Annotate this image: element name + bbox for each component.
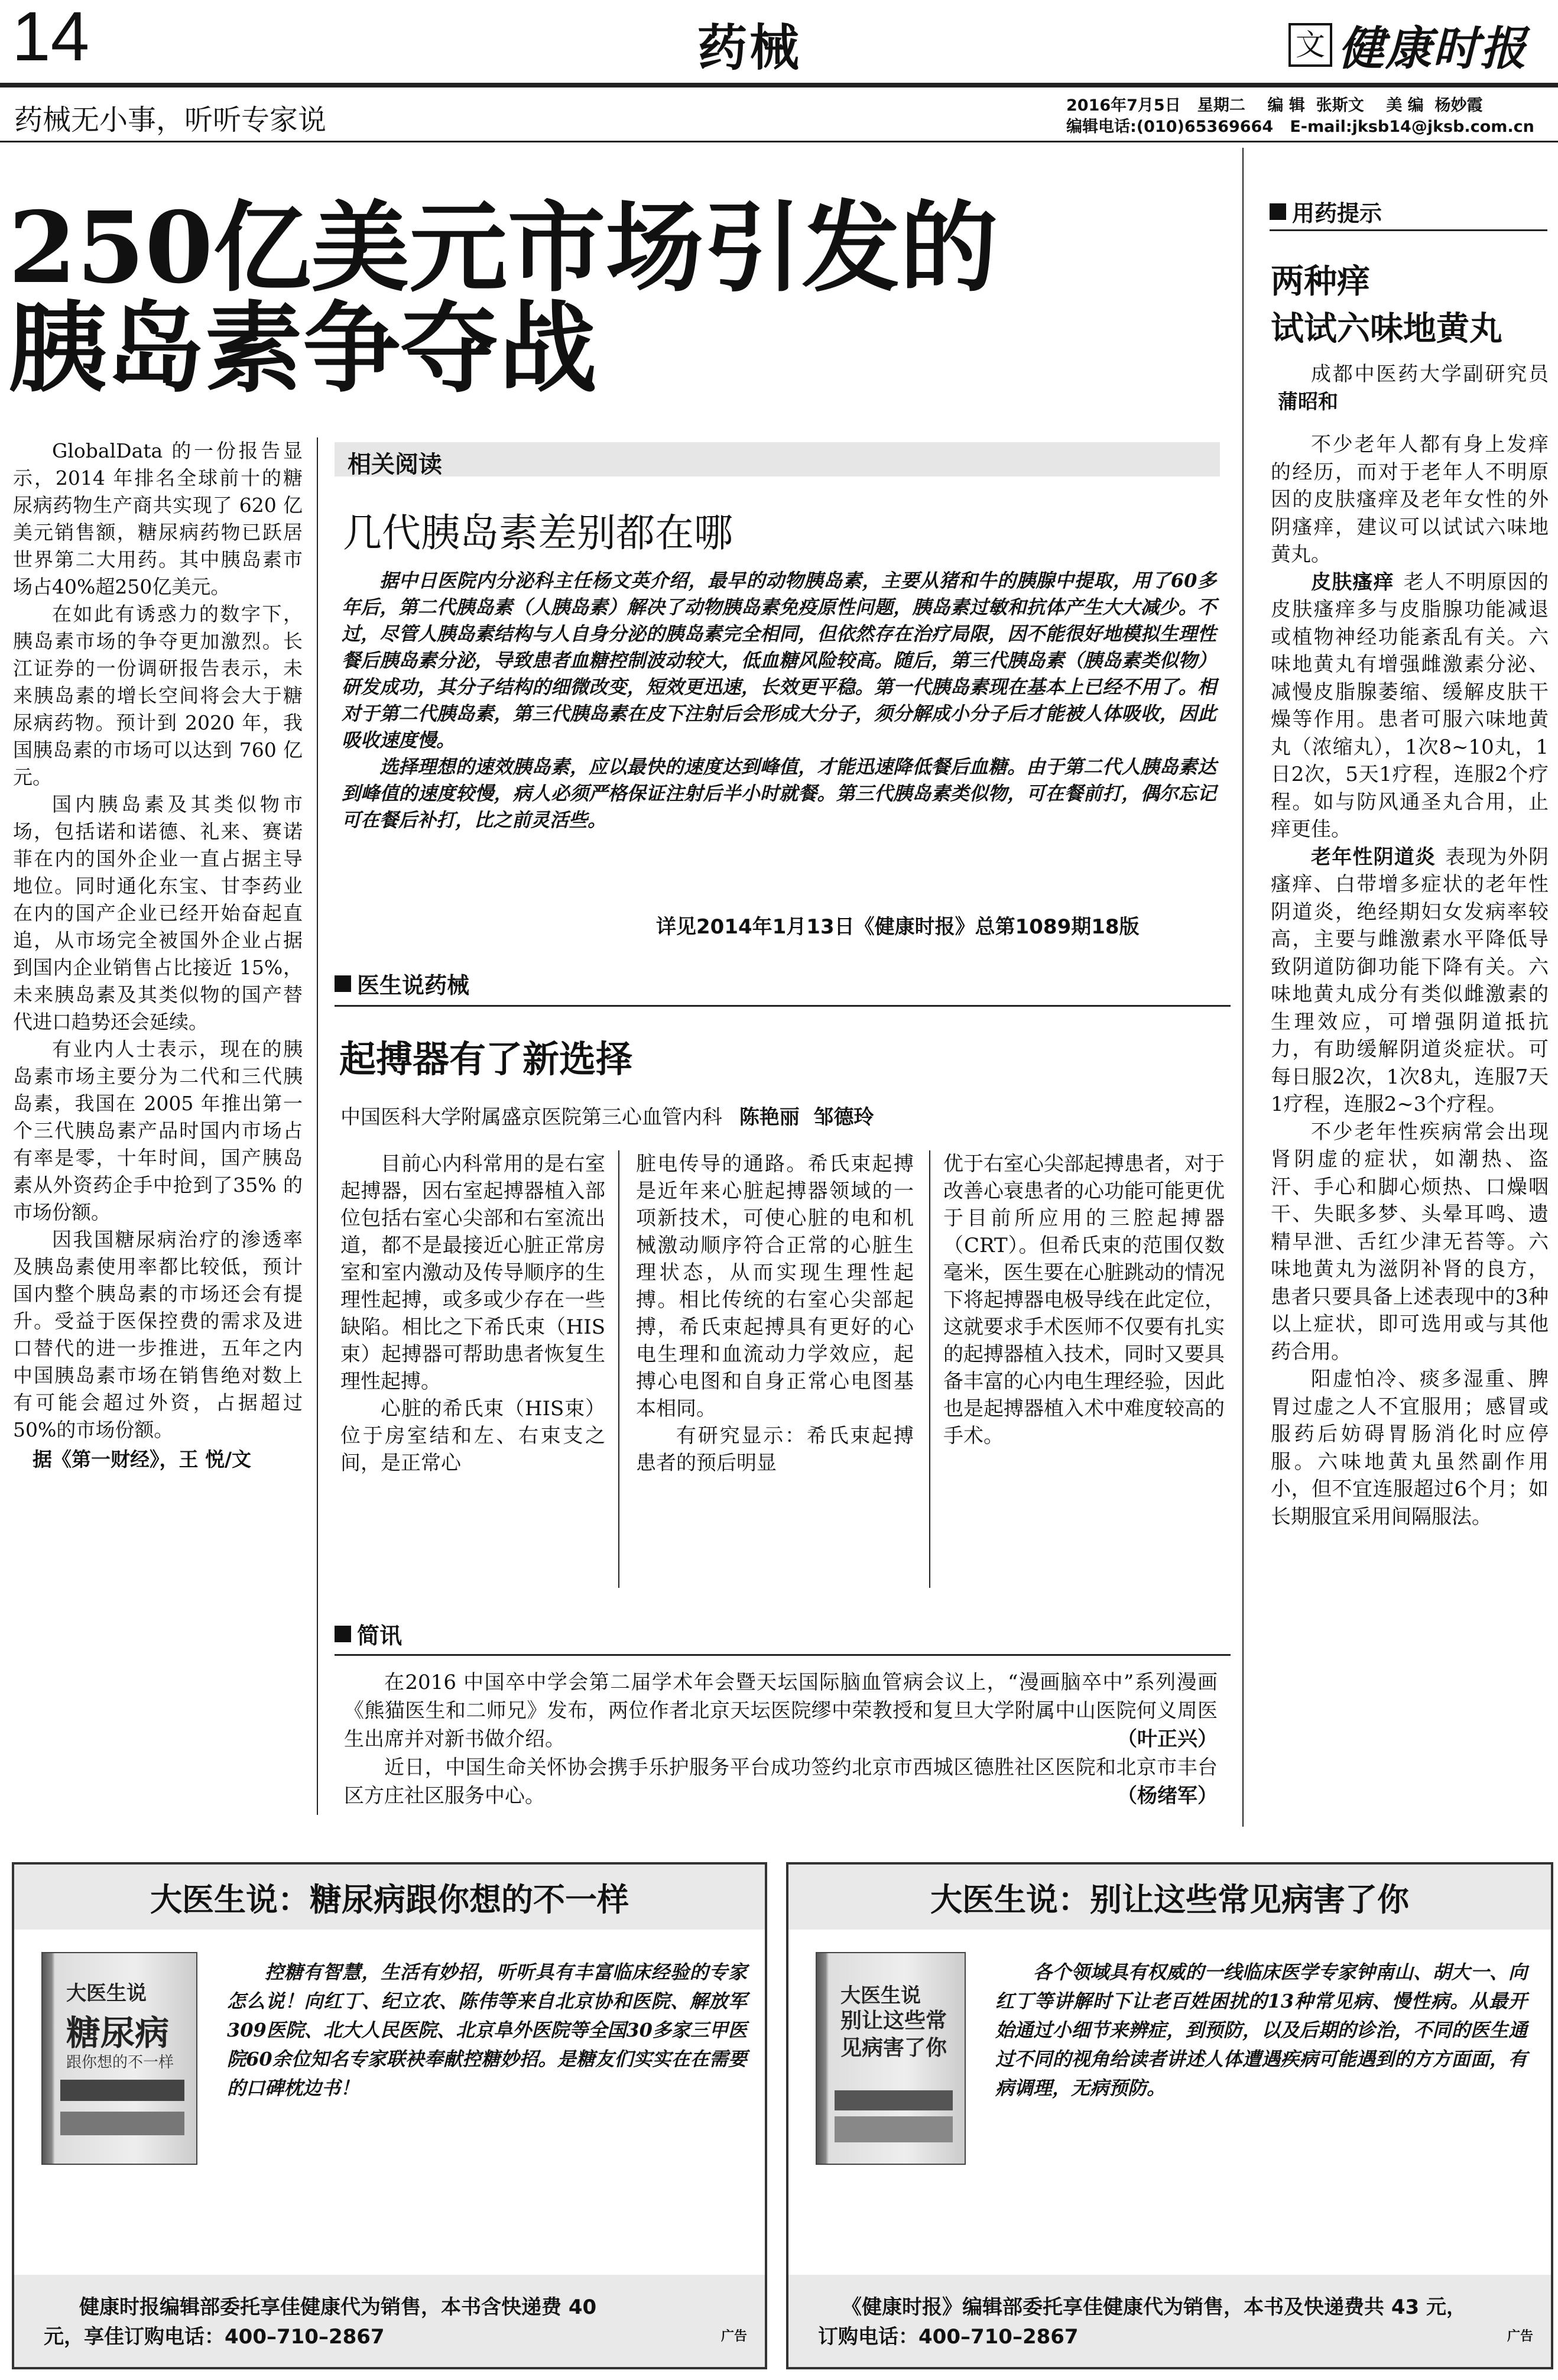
news-item-text: 近日，中国生命关怀协会携手乐护服务平台成功签约北京市西城区德胜社区医院和北京市丰台区方庄社区服务中心。 [344, 1756, 1218, 1808]
book-cover-title: 别让这些常见病害了你 [840, 2009, 947, 2060]
section-rule [1270, 229, 1547, 231]
main-headline-line-1: 250亿美元市场引发的 [8, 190, 998, 306]
news-item [344, 1753, 1218, 1810]
book-cover-small: 大医生说 [66, 1982, 147, 2005]
related-label: 相关阅读 [348, 451, 442, 478]
sidebar-divider [1242, 148, 1244, 1827]
section-title: 药械 [697, 19, 802, 77]
doctor-paragraph: 心脏的希氏束（HIS束）位于房室结和左、右束支之间，是正常心 [340, 1397, 605, 1475]
contact-info: 编辑电话:(010)65369664 E-mail:jksb14@jksb.com.cn [1066, 118, 1534, 136]
logo-mark-icon: 文 [1288, 23, 1332, 67]
main-article-body [13, 437, 303, 1473]
main-paragraph: 在如此有诱惑力的数字下，胰岛素市场的争夺更加激烈。长江证券的一份调研报告表示，未来胰岛素的增长空间将会大于糖尿病药物。预计到 2020 年，我国胰岛素的市场可以达到 760 亿元。 [13, 602, 303, 789]
related-paragraph: 选择理想的速效胰岛素，应以最快的速度达到峰值，才能迅速降低餐后血糖。由于第二代人胰岛素达到峰值的速度较慢，病人必须严格保证注射后半小时就餐。第三代胰岛素类似物，可在餐前打，偶尔忘记可在餐后补打，比之前灵活些。 [342, 755, 1216, 831]
news-section-label [335, 1617, 402, 1650]
sidebar-section-label [1270, 195, 1382, 228]
sidebar-label-text: 用药提示 [1292, 200, 1382, 226]
ad-description: 各个领域具有权威的一线临床医学专家钟南山、胡大一、向红丁等讲解时下让老百姓困扰的13种常见病、慢性病。从最开始通过小细节来辨症，到预防，以及后期的诊治，不同的医生通过不同的视角给读者讲述人体遭遇疾病可能遇到的方方面面，有病调理，无病预防。 [995, 1961, 1527, 2099]
news-body [344, 1668, 1218, 1810]
issue-info: 2016年7月5日 星期二 编 辑 张斯文 美 编 杨妙霞 [1066, 96, 1483, 115]
ad-title: 大医生说：糖尿病跟你想的不一样 [14, 1865, 765, 1930]
main-paragraph: 国内胰岛素及其类似物市场，包括诺和诺德、礼来、赛诺菲在内的国外企业一直占据主导地位。同时通化东宝、甘李药业在内的国产企业已经开始奋起直追，从市场完全被国外企业占据到国内企业销售占比接近 15%，未来胰岛素及其类似物的国产替代进口趋势还会延续。 [13, 793, 303, 1033]
ad-footer [14, 2275, 765, 2367]
news-item-author: （杨绪军） [1117, 1784, 1218, 1808]
logo-text: 健康时报 [1338, 22, 1528, 76]
ad-footer-line: 健康时报编辑部委托享佳健康代为销售，本书含快递费 40 [79, 2295, 597, 2319]
doctor-section-label [335, 967, 469, 1000]
book-cover-image [41, 1952, 197, 2165]
related-body [342, 568, 1216, 834]
masthead-subrule [0, 141, 1558, 142]
sidebar-paragraph: 不少老年人都有身上发痒的经历，而对于老年人不明原因的皮肤瘙痒及老年女性的外阴瘙痒，建议可以试试六味地黄丸。 [1271, 433, 1549, 566]
section-rule [335, 1005, 1231, 1007]
sidebar-author-title: 成都中医药大学副研究员 [1311, 362, 1549, 386]
main-byline: 据《第一财经》，王 悦/文 [33, 1448, 252, 1471]
column-divider [618, 1150, 619, 1588]
sidebar-title-1: 两种痒 [1271, 262, 1370, 301]
main-paragraph: 因我国糖尿病治疗的渗透率及胰岛素使用率都比较低，预计国内整个胰岛素的市场还会有提升。受益于医保控费的需求及进口替代的进一步推进，五年之内中国胰岛素市场在销售绝对数上有可能会超过外资，占据超过50%的市场份额。 [13, 1228, 303, 1441]
book-cover-small: 大医生说 [840, 1984, 921, 2008]
doctor-paragraph: 目前心内科常用的是右室起搏器，因右室起搏器植入部位包括右室心尖部和右室流出道，都不是最接近心脏正常房室和室内激动及传导顺序的生理性起搏，或多或少存在一些缺陷。相比之下希氏束（HIS束）起搏器可帮助患者恢复生理性起搏。 [340, 1152, 605, 1393]
paper-logo [1288, 12, 1527, 78]
sidebar-title-2: 试试六味地黄丸 [1271, 310, 1502, 348]
section-square-icon [335, 975, 351, 992]
ad-order-phone[interactable]: 元，享佳订购电话：400–710–2867 [44, 2325, 385, 2349]
ad-footer-line [44, 2322, 747, 2352]
sidebar-author-name: 蒲昭和 [1278, 390, 1338, 414]
section-square-icon [335, 1626, 351, 1642]
book-cover-image [816, 1952, 966, 2165]
author-affiliation: 中国医科大学附属盛京医院第三心血管内科 [340, 1105, 722, 1129]
related-label-bar [335, 442, 1220, 476]
doctor-paragraph: 脏电传导的通路。希氏束起搏是近年来心脏起搏器领域的一项新技术，可使心脏的电和机械激动顺序符合正常的心脏生理状态，从而实现生理性起搏。相比传统的右室心尖部起搏，希氏束起搏具有更好的心电生理和血流动力学效应，起搏心电图和自身正常心电图基本相同。 [636, 1152, 914, 1421]
ad-footer-line: 《健康时报》编辑部委托享佳健康代为销售，本书及快递费共 43 元， [842, 2295, 1466, 2319]
book-ad-diabetes[interactable] [12, 1862, 767, 2369]
page-slogan: 药械无小事，听听专家说 [14, 103, 327, 137]
related-title: 几代胰岛素差别都在哪 [343, 510, 733, 556]
book-cover-band [60, 2080, 184, 2101]
book-ad-common-diseases[interactable] [786, 1862, 1553, 2369]
page-number: 14 [12, 0, 90, 76]
related-paragraph: 据中日医院内分泌科主任杨文英介绍，最早的动物胰岛素，主要从猪和牛的胰腺中提取，用了60多年后，第二代胰岛素（人胰岛素）解决了动物胰岛素免疫原性问题，胰岛素过敏和抗体产生大大减少。不过，尽管人胰岛素结构与人自身分泌的胰岛素完全相同，但依然存在治疗局限，因不能很好地模拟生理性餐后胰岛素分泌，导致患者血糖控制波动较大，低血糖风险较高。随后，第三代胰岛素（胰岛素类似物）研发成功，其分子结构的细微改变，短效更迅速，长效更平稳。第一代胰岛素现在基本上已经不用了。相对于第二代胰岛素，第三代胰岛素在皮下注射后会形成大分子，须分解成小分子后才能被人体吸收，因此吸收速度慢。 [342, 569, 1216, 751]
ad-order-phone[interactable]: 订购电话：400–710–2867 [818, 2325, 1079, 2349]
ad-title: 大医生说：别让这些常见病害了你 [788, 1865, 1551, 1930]
doctor-paragraph: 优于右室心尖部起搏患者，对于改善心衰患者的心功能可能更优于目前所应用的三腔起搏器（CRT）。但希氏束的范围仅数毫米，医生要在心脏跳动的情况下将起搏器电极导线在此定位，这就要求手术医师不仅要有扎实的起搏器植入技术，同时又要具备丰富的心内电生理经验，因此也是起搏器植入术中难度较高的手术。 [943, 1152, 1225, 1448]
ad-footer [788, 2275, 1551, 2367]
book-cover-title: 糖尿病 [66, 2013, 170, 2053]
masthead-rule [0, 83, 1558, 87]
sidebar-paragraph: 阳虚怕冷、痰多湿重、脾胃过虚之人不宜服用；感冒或服药后妨碍胃肠消化时应停服。六味地黄丸虽然副作用小，但不宜连服超过6个月；如长期服宜采用间隔服法。 [1271, 1367, 1549, 1529]
book-cover-subtitle: 跟你想的不一样 [66, 2054, 174, 2071]
sidebar-paragraph: 不少老年性疾病常会出现肾阴虚的症状，如潮热、盗汗、手心和脚心烦热、口燥咽干、失眠多梦、头晕耳鸣、遗精早泄、舌红少津无苔等。六味地黄丸为滋阴补肾的良方，患者只要具备上述表现中的3种以上症状，即可选用或与其他药合用。 [1271, 1120, 1549, 1364]
doctor-authors [340, 1101, 874, 1130]
related-source: 详见2014年1月13日《健康时报》总第1089期18版 [656, 915, 1140, 939]
section-square-icon [1270, 203, 1286, 220]
column-divider [317, 437, 318, 1815]
doctor-paragraph: 有研究显示：希氏束起搏患者的预后明显 [636, 1424, 914, 1475]
doctor-col-3 [943, 1150, 1225, 1450]
sidebar-text: 表现为外阴瘙痒、白带增多症状的老年性阴道炎，绝经期妇女发病率较高，主要与雌激素水平降低导致阴道防御功能下降有关。六味地黄丸成分有类似雌激素的生理效应，可增强阴道抵抗力，有助缓解阴道炎症状。可每日服2次，1次8丸，连服7天1疗程，连服2~3个疗程。 [1271, 845, 1549, 1116]
ad-tag: 广告 [1507, 2329, 1533, 2344]
book-cover-band [835, 2090, 953, 2110]
sidebar-paragraph [1271, 844, 1549, 1118]
doctor-col-1 [340, 1150, 605, 1477]
book-cover-band [835, 2116, 953, 2142]
ad-footer-line [818, 2322, 1533, 2352]
main-paragraph: GlobalData 的一份报告显示，2014 年排名全球前十的糖尿病药物生产商共实现了 620 亿美元销售额，糖尿病药物已跃居世界第二大用药。其中胰岛素市场占40%超250亿美元。 [13, 439, 303, 598]
author-names: 陈艳丽 邹德玲 [739, 1105, 874, 1129]
doctor-col-2 [636, 1150, 914, 1477]
book-cover-band [60, 2112, 184, 2135]
ad-description: 控糖有智慧，生活有妙招，听听具有丰富临床经验的专家怎么说！向红丁、纪立农、陈伟等来自北京协和医院、解放军309医院、北大人民医院、北京阜外医院等全国30多家三甲医院60余位知名专家联袂奉献控糖妙招。是糖友们实实在在需要的口碑枕边书！ [227, 1961, 747, 2099]
main-paragraph: 有业内人士表示，现在的胰岛素市场主要分为二代和三代胰岛素，我国在 2005 年推出第一个三代胰岛素产品时国内市场占有率是零，十年时间，国产胰岛素从外资药企手中抢到了35% 的市场份额。 [13, 1037, 303, 1224]
doctor-title: 起搏器有了新选择 [339, 1037, 633, 1081]
sidebar-body [1271, 361, 1549, 1531]
news-item-author: （叶正兴） [1117, 1727, 1218, 1751]
news-label-text: 简讯 [357, 1623, 403, 1649]
news-item-text: 在2016 中国卒中学会第二届学术年会暨天坛国际脑血管病会议上，“漫画脑卒中”系列漫画《熊猫医生和二师兄》发布，两位作者北京天坛医院缪中荣教授和复旦大学附属中山医院何义周医生出席并对新书做介绍。 [344, 1671, 1218, 1751]
news-item [344, 1668, 1218, 1753]
column-divider [929, 1150, 930, 1588]
sidebar-author [1271, 361, 1549, 416]
doctor-label-text: 医生说药械 [357, 972, 470, 998]
sidebar-text: 老人不明原因的皮肤瘙痒多与皮脂腺功能减退或植物神经功能紊乱有关。六味地黄丸有增强雌激素分泌、减慢皮脂腺萎缩、缓解皮肤干燥等作用。患者可服六味地黄丸（浓缩丸），1次8~10丸，1日2次，5天1疗程，连服2个疗程。如与防风通圣丸合用，止痒更佳。 [1271, 570, 1549, 841]
section-rule [335, 1654, 1231, 1656]
ad-tag: 广告 [720, 2329, 747, 2344]
sidebar-subhead: 皮肤瘙痒 [1311, 570, 1394, 594]
sidebar-paragraph [1271, 569, 1549, 844]
sidebar-subhead: 老年性阴道炎 [1311, 845, 1436, 869]
main-headline-line-2: 胰岛素争夺战 [8, 291, 597, 406]
